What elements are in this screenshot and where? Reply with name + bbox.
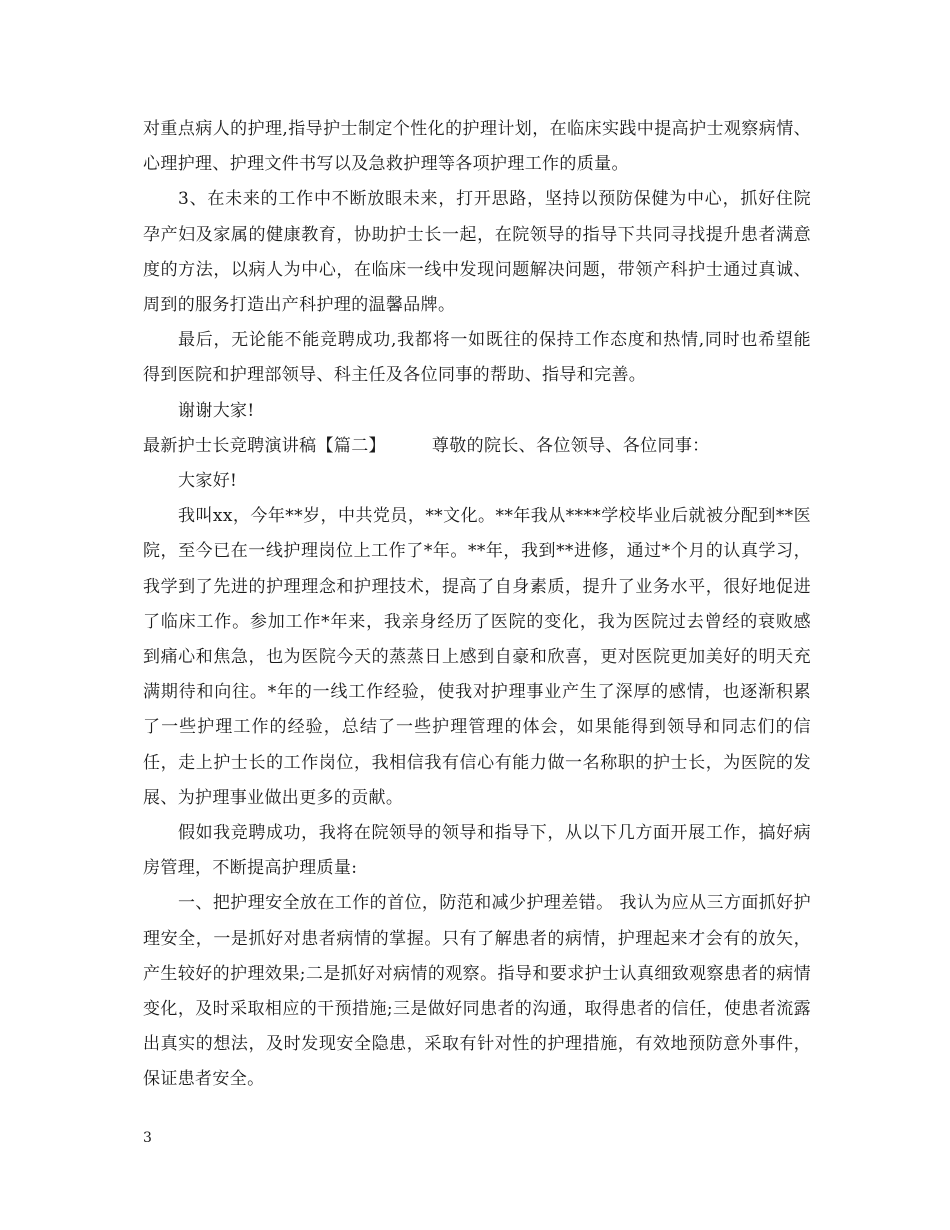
paragraph-safety: 一、把护理安全放在工作的首位，防范和减少护理差错。 我认为应从三方面抓好护理安全，一是抓好对患者病情的掌握。只有了解患者的病情，护理起来才会有的放矢，产生较好的护理效果;二是抓好对病情的观察。指导和要求护士认真细致观察患者的病情变化，及时采取相应的干预措施;三是做好同患者的沟通，取得患者的信任，使患者流露出真实的想法，及时发现安全隐患，采取有针对性的护理措施，有效地预防意外事件，保证患者安全。 <box>143 893 811 1090</box>
document-page <box>143 112 811 1098</box>
paragraph-thanks: 谢谢大家! <box>178 400 255 421</box>
page-number: 3 <box>143 1130 152 1146</box>
section-heading-part-two: 最新护士长竞聘演讲稿【篇二】 尊敬的院长、各位领导、各位同事： <box>143 435 710 456</box>
paragraph-continuation: 对重点病人的护理,指导护士制定个性化的护理计划，在临床实践中提高护士观察病情、心理护理、护理文件书写以及急救护理等各项护理工作的质量。 <box>143 119 811 175</box>
paragraph-plan-intro: 假如我竞聘成功，我将在院领导的领导和指导下，从以下几方面开展工作，搞好病房管理，不断提高护理质量: <box>143 823 811 879</box>
paragraph-greeting: 大家好! <box>178 471 238 492</box>
paragraph-item-3: 3、在未来的工作中不断放眼未来，打开思路，坚持以预防保健为中心，抓好住院孕产妇及家属的健康教育，协助护士长一起，在院领导的指导下共同寻找提升患者满意度的方法，以病人为中心，在临床一线中发现问题解决问题，带领产科护士通过真诚、周到的服务打造出产科护理的温馨品牌。 <box>143 189 811 316</box>
paragraph-self-introduction: 我叫xx，今年**岁，中共党员，**文化。**年我从****学校毕业后就被分配到**医院，至今已在一线护理岗位上工作了*年。**年，我到**进修，通过*个月的认真学习，我学到了先进的护理理念和护理技术，提高了自身素质，提升了业务水平，很好地促进了临床工作。参加工作*年来，我亲身经历了医院的变化，我为医院过去曾经的衰败感到痛心和焦急，也为医院今天的蒸蒸日上感到自豪和欣喜，更对医院更加美好的明天充满期待和向往。*年的一线工作经验，使我对护理事业产生了深厚的感情，也逐渐积累了一些护理工作的经验，总结了一些护理管理的体会，如果能得到领导和同志们的信任，走上护士长的工作岗位，我相信我有信心有能力做一名称职的护士长，为医院的发展、为护理事业做出更多的贡献。 <box>143 506 811 808</box>
paragraph-closing: 最后，无论能不能竞聘成功,我都将一如既往的保持工作态度和热情,同时也希望能得到医院和护理部领导、科主任及各位同事的帮助、指导和完善。 <box>143 330 811 386</box>
